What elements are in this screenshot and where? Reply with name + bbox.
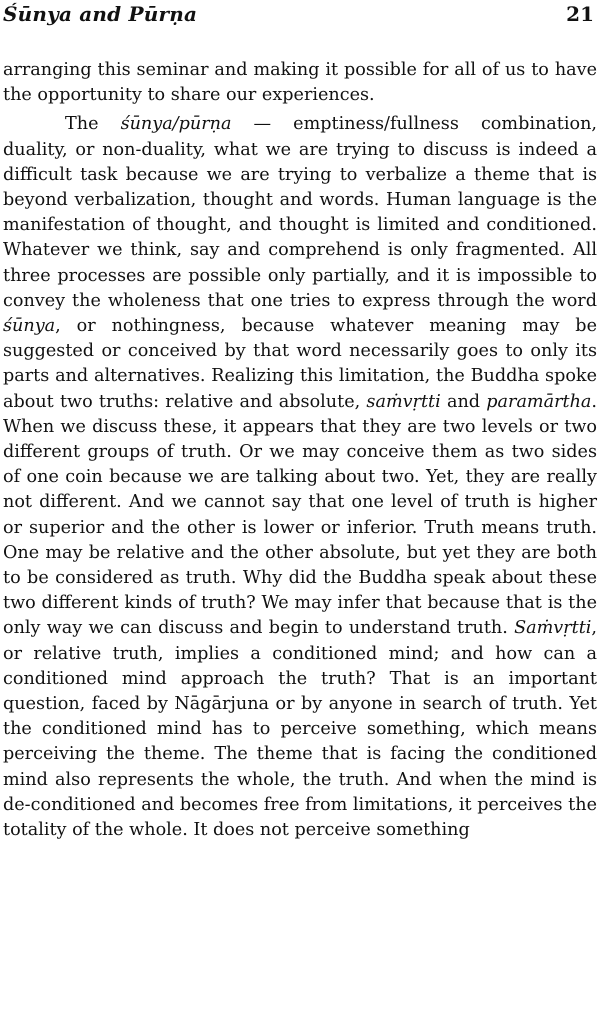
paragraph-text: arranging this seminar and making it possible for all of us to have the opportunity to share our experiences.	[3, 60, 597, 106]
paragraph-sunya-purna	[3, 112, 597, 843]
running-head-title: Śūnya and Pūrṇa	[3, 2, 198, 26]
term-sunya-purna: śūnya/pūrṇa	[120, 114, 232, 135]
text-run: , or relative truth, implies a conditioned mind; and how can a conditioned mind approach the truth? That is an important question, faced by Nāgārjuna or by anyone in search of truth. Yet the conditioned mind has to perceive something, which means perceiving the theme. The theme that is facing the conditioned mind also represents the whole, the truth. And when the mind is de-conditioned and becomes free from limitations, it perceives the totality of the whole. It does not perceive something	[3, 618, 597, 841]
term-samvrtti-capitalized: Saṁvṛtti	[514, 618, 592, 639]
text-run: and	[440, 391, 487, 412]
term-paramartha: paramārtha	[486, 391, 592, 412]
body-text	[3, 58, 597, 843]
text-run: . When we discuss these, it appears that they are two levels or two different groups of truth. Or we may conceive them as two sides of one coin because we are talking about two. Yet, they are really not different. And we cannot say that one level of truth is higher or superior and the other is lower or inferior. Truth means truth. One may be relative and the other absolute, but yet they are both to be considered as truth. Why did the Buddha speak about these two different kinds of truth? We may infer that because that is the only way we can discuss and begin to understand truth.	[3, 391, 597, 639]
page-number: 21	[566, 2, 594, 26]
term-samvrtti: saṁvṛtti	[366, 391, 441, 412]
text-run: , or nothingness, because whatever meaning may be suggested or conceived by that word necessarily goes to only its parts and alternatives. Realizing this limitation, the Buddha spoke about two truths: relative and absolute,	[3, 316, 597, 412]
text-run: The	[65, 114, 121, 135]
term-sunya: śūnya	[3, 316, 56, 337]
paragraph-continued	[3, 58, 597, 108]
text-run: — emptiness/fullness combination, duality, or non-duality, what we are trying to discuss is indeed a difficult task because we are trying to verbalize a theme that is beyond verbalization, thought and words. Human language is the manifestation of thought, and thought is limited and conditioned. Whatever we think, say and comprehend is only fragmented. All three processes are possible only partially, and it is impossible to convey the wholeness that one tries to express through the word	[3, 114, 597, 311]
running-head	[3, 2, 594, 28]
